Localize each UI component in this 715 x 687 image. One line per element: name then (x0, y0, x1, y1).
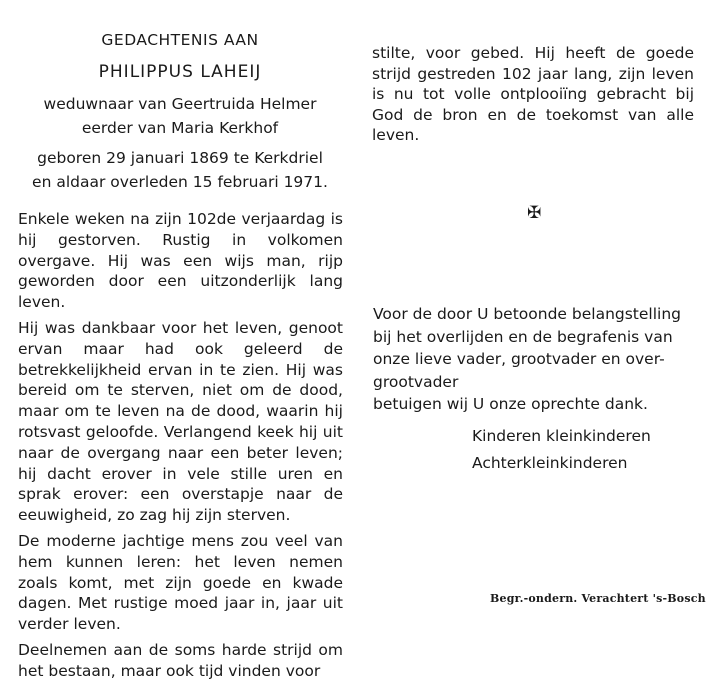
eulogy-paragraph-4: Deelnemen aan de soms harde strijd om het bestaan, maar ook tijd vinden voor (18, 640, 343, 680)
thanks-line-4: grootvader (373, 372, 459, 391)
earlier-of-line: eerder van Maria Kerkhof (81, 119, 279, 137)
thanks-line-5: betuigen wij U onze oprechte dank. (373, 395, 648, 413)
thanks-line-3: onze lieve vader, grootvader en over- (373, 350, 665, 368)
death-line: en aldaar overleden 15 februari 1971. (32, 173, 328, 191)
thanks-line-1: Voor de door U betoonde belangstelling (373, 305, 682, 323)
widow-of-line: weduwnaar van Geertruida Helmer (43, 95, 317, 113)
eulogy-column-left (18, 209, 343, 687)
thanks-line-2: bij het overlijden en de begrafenis van (373, 327, 673, 346)
deceased-name: PHILIPPUS LAHEIJ (98, 62, 262, 82)
eulogy-continuation: stilte, voor gebed. Hij heeft de goede strijd gestreden 102 jaar lang, zijn leven is nu tot volle ontplooiïng gebracht bij God de bron en de toekomst van alle leven. (372, 44, 694, 144)
signature-children: Kinderen kleinkinderen (472, 427, 651, 445)
eulogy-paragraph-3: De moderne jachtige mens zou veel van hem kunnen leren: het leven nemen zoals komt, met zijn goede en kwade dagen. Met rustige moed jaar in, jaar uit verder leven. (18, 531, 343, 634)
eulogy-paragraph-2: Hij was dankbaar voor het leven, genoot ervan maar had ook geleerd de betrekkelijkheid ervan in te zien. Hij was bereid om te sterven, niet om de dood, maar om te leven na de dood, waarin hij rotsvast geloofde. Verlangend keek hij uit naar de overgang naar een beter leven; hij dacht erover in vele stille uren en sprak erover: een overstapje naar de eeuwigheid, zo zag hij zijn sterven. (18, 318, 343, 525)
eulogy-paragraph-1: Enkele weken na zijn 102de verjaardag is hij gestorven. Rustig in volkomen overgave. Hij was een wijs man, rijp geworden door een uitzonderlijk lang leven. (18, 210, 343, 312)
eulogy-column-right (372, 43, 694, 151)
undertaker-imprint: Begr.-ondern. Verachtert 's-Bosch (490, 592, 706, 605)
birth-line: geboren 29 januari 1869 te Kerkdriel (37, 149, 323, 167)
thanks-message (373, 303, 698, 416)
cross-icon: ✠ (527, 203, 542, 223)
card-heading: GEDACHTENIS AAN (101, 31, 259, 49)
signature-great-grandchildren: Achterkleinkinderen (472, 454, 628, 472)
